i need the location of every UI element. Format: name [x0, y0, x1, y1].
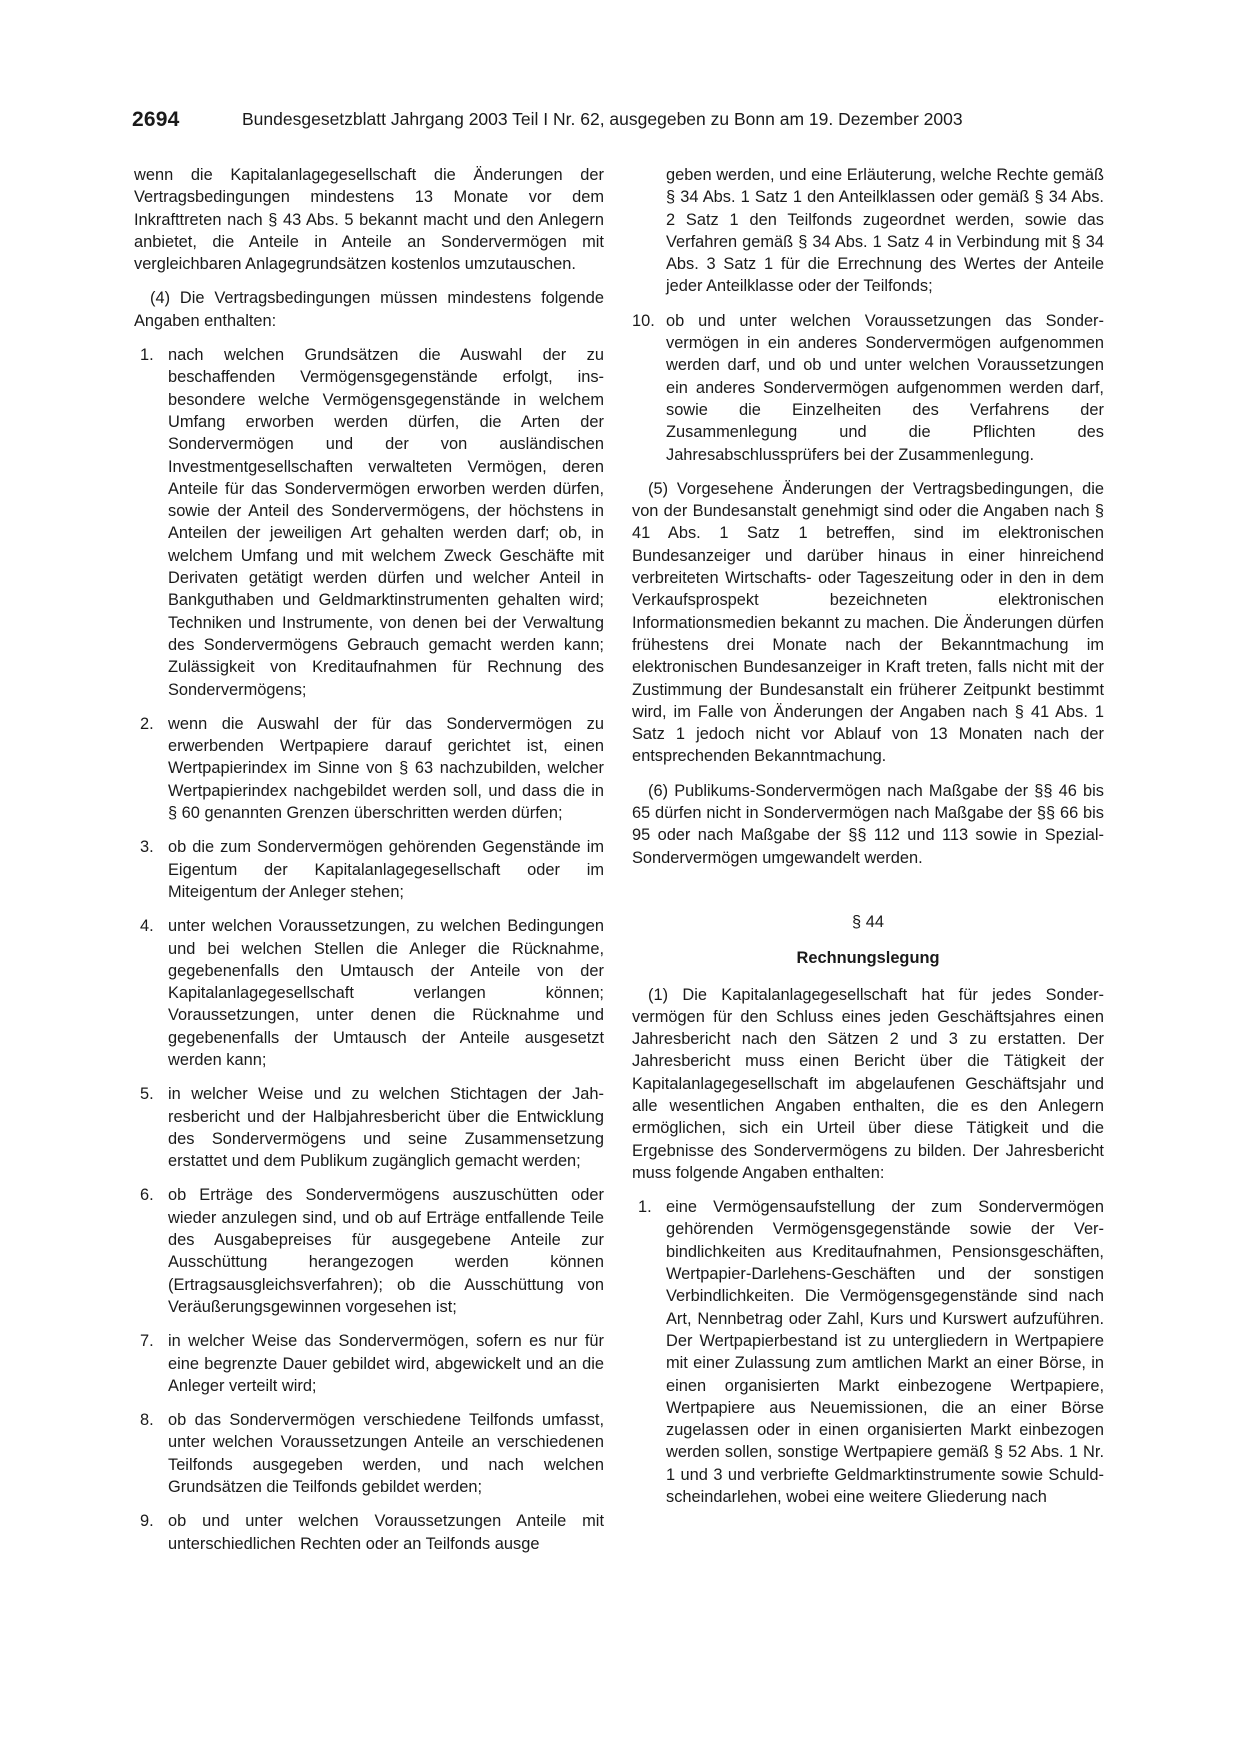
- list-item-text: eine Vermögensaufstellung der zum Sondervermögen gehörenden Vermögensgegenstände sowie der Verbindlichkeiten aus Kreditaufnahmen, Pensionsgeschäften, Wertpapier-Darlehens-Geschäften und der sonstigen Verbindlichkeiten. Die Vermögensgegenstände sind nach Art, Nennbetrag oder Zahl, Kurs und Kurswert aufzuführen. Der Wertpapierbestand ist zu untergliedern in Wertpapiere mit einer Zulassung zum amtlichen Markt an einer Börse, in einen organisierten Markt einbezogene Wertpapiere, Wertpapiere aus Neuemissionen, die an einer Börse zugelassen oder in einen organisierten Markt einbezogen werden sollen, sonstige Wertpapiere gemäß § 52 Abs. 1 Nr. 1 und 3 und verbriefte Geldmarktinstrumente sowie Schuldscheindarlehen, wobei eine weitere Gliederung nach: [666, 1198, 1104, 1507]
- section-title: Rechnungslegung: [796, 949, 940, 968]
- section-44-paragraph-1: (1) Die Kapitalanlagegesellschaft hat für jedes Sondervermögen für den Schluss eines jeden Geschäftsjahres einen Jahresbericht nach den Sätzen 2 und 3 zu erstatten. Der Jahresbericht muss einen Bericht über die Tätigkeit der Kapitalanlagegesellschaft im abgelaufenen Geschäftsjahr und alle wesentlichen Angaben enthalten, die es den Anlegern ermöglichen, sich ein Urteil über diese Tätigkeit und die Ergebnisse des Sondervermögens zu bilden. Der Jahresbericht muss folgende Angaben enthalten:: [632, 985, 1104, 1182]
- list-item-text: nach welchen Grundsätzen die Auswahl der zu beschaffenden Vermögensgegenstände erfolgt, insbesondere welche Vermögensgegenstände in welchem Umfang erworben werden dürfen, die Arten der Sondervermögen und der von ausländischen Investmentgesellschaften verwalteten Vermögen, deren Anteile für das Sondervermögen erworben werden dürfen, sowie der Anteil des Sondervermögens, der höchstens in Anteilen der jeweiligen Art gehalten werden darf; ob, in welchem Umfang und mit welchem Zweck Geschäfte mit Derivaten getätigt werden dürfen und welcher Anteil in Bankguthaben und Geldmarktinstrumenten gehalten wird; Techniken und Instrumente, von denen bei der Verwaltung des Sondervermögens Gebrauch gemacht werden kann; Zulässigkeit von Kreditaufnahmen für Rechnung des Sondervermögens;: [168, 346, 604, 699]
- page-number: 2694: [132, 108, 180, 131]
- list-item: [134, 836, 604, 903]
- list-item-text: in welcher Weise und zu welchen Stichtagen der Jahresbericht und der Halbjahresbericht über die Entwicklung des Sondervermögens und seine Zusammensetzung erstattet und dem Publikum zugänglich gemacht werden;: [168, 1085, 604, 1171]
- list-item-text: ob das Sondervermögen verschiedene Teilfonds umfasst, unter welchen Voraussetzungen Anteile an verschiedenen Teilfonds ausgegeben werden, und nach welchen Grundsätzen die Teilfonds gebildet werden;: [168, 1411, 604, 1497]
- paragraph-6: (6) Publikums-Sondervermögen nach Maßgabe der §§ 46 bis 65 dürfen nicht in Sondervermögen nach Maßgabe der §§ 66 bis 95 oder nach Maßgabe der §§ 112 und 113 sowie in Spezial-Sondervermögen umgewandelt werden.: [632, 781, 1104, 867]
- list-item-number: 1.: [140, 346, 154, 365]
- left-column: [134, 164, 604, 1555]
- list-item-number: 10.: [632, 311, 655, 330]
- right-column: [632, 164, 1104, 1508]
- list-item-continuation: [632, 164, 1104, 298]
- list-item-text: unter welchen Voraussetzungen, zu welchen Bedingungen und bei welchen Stellen die Anleger die Rücknahme, gegebenenfalls den Umtausch der Anteile von der Kapitalanlagegesellschaft verlangen können; Voraussetzungen, unter denen die Rücknahme und gegebenenfalls der Umtausch der Anteile ausgesetzt werden kann;: [168, 917, 604, 1069]
- list-item-text: ob die zum Sondervermögen gehörenden Gegenstände im Eigentum der Kapitalanlagegesellschaft oder im Miteigentum der Anleger stehen;: [168, 838, 604, 901]
- paragraph-4: (4) Die Vertragsbedingungen müssen mindestens folgende Angaben enthalten:: [134, 289, 604, 330]
- list-item: [134, 1409, 604, 1498]
- list-item-text: in welcher Weise das Sondervermögen, sofern es nur für eine begrenzte Dauer gebildet wird, abgewickelt und an die Anleger verteilt wird;: [168, 1332, 604, 1395]
- list-item: [134, 344, 604, 701]
- list-item: [134, 915, 604, 1071]
- list-item-number: 8.: [140, 1411, 154, 1430]
- list-item: [134, 1510, 604, 1555]
- list-item: [134, 1184, 604, 1318]
- list-item-number: 4.: [140, 917, 154, 936]
- list-item: [134, 1083, 604, 1172]
- list-item: [134, 713, 604, 824]
- list-item-number: 1.: [638, 1198, 652, 1217]
- list-item-number: 9.: [140, 1512, 154, 1531]
- list-item-number: 5.: [140, 1085, 154, 1104]
- list-item-text: ob Erträge des Sondervermögens auszuschütten oder wieder anzulegen sind, und ob auf Erträge entfallende Teile des Ausgabepreises für ausgegebene Anteile zur Ausschüttung herangezogen werden können (Ertragsausgleichsverfahren); ob die Ausschüttung von Veräußerungsgewinnen vorgesehen ist;: [168, 1186, 604, 1316]
- list-item-text: geben werden, und eine Erläuterung, welche Rechte gemäß § 34 Abs. 1 Satz 1 den Anteilklassen oder gemäß § 34 Abs. 2 Satz 1 den Teilfonds zugeordnet werden, sowie das Verfahren gemäß § 34 Abs. 1 Satz 4 in Verbindung mit § 34 Abs. 3 Satz 1 für die Errechnung des Wertes der Anteile jeder Anteilklasse oder der Teilfonds;: [666, 166, 1104, 296]
- list-item: [632, 1196, 1104, 1508]
- gazette-title: Bundesgesetzblatt Jahrgang 2003 Teil I Nr. 62, ausgegeben zu Bonn am 19. Dezember 2003: [242, 109, 963, 129]
- list-item-number: 3.: [140, 838, 154, 857]
- list-item-text: ob und unter welchen Voraussetzungen Anteile mit unterschiedlichen Rechten oder an Teilfonds ausge: [168, 1512, 604, 1553]
- list-item-number: 6.: [140, 1186, 154, 1205]
- page-header: [132, 108, 1112, 138]
- list-item: [134, 1330, 604, 1397]
- paragraph-5: (5) Vorgesehene Änderungen der Vertragsbedingungen, die von der Bundesanstalt genehmigt sind oder die Angaben nach § 41 Abs. 1 Satz 1 betreffen, sind im elektronischen Bundesanzeiger und darüber hinaus in einer hinreichend verbreiteten Wirtschafts- oder Tageszeitung oder in den in dem Verkaufsprospekt bezeichneten elektronischen Informationsmedien bekannt zu machen. Die Änderungen dürfen frühestens drei Monate nach der Bekanntmachung im elektronischen Bundesanzeiger in Kraft treten, falls nicht mit der Zustimmung der Bundesanstalt ein früherer Zeitpunkt bestimmt wird, im Falle von Änderungen der Angaben nach § 41 Abs. 1 Satz 1 jedoch nicht vor Ablauf von 13 Monaten nach der entsprechenden Bekanntmachung.: [632, 479, 1104, 766]
- section-number: § 44: [852, 912, 884, 931]
- list-item-number: 7.: [140, 1332, 154, 1351]
- list-item-number: 2.: [140, 714, 154, 733]
- list-item: [632, 310, 1104, 466]
- intro-paragraph: wenn die Kapitalanlagegesellschaft die Änderungen der Vertragsbedingungen mindestens 13 Monate vor dem Inkrafttreten nach § 43 Abs. 5 bekannt macht und den Anlegern anbietet, die Anteile in Anteile an Sondervermögen mit vergleichbaren Anlagegrundsätzen kostenlos umzutauschen.: [134, 166, 604, 274]
- list-item-text: wenn die Auswahl der für das Sondervermögen zu erwerbenden Wertpapiere darauf gerichtet ist, einen Wertpapierindex im Sinne von § 63 nachzubilden, welcher Wertpapierindex nachgebildet werden soll, und dass die in § 60 genannten Grenzen überschritten werden dürfen;: [168, 714, 604, 823]
- list-item-text: ob und unter welchen Voraussetzungen das Sondervermögen in ein anderes Sondervermögen aufgenommen werden darf, und ob und unter welchen Voraussetzungen ein anderes Sondervermögen aufgenommen werden darf, sowie die Einzelheiten des Verfahrens der Zusammenlegung und die Pflichten des Jahresabschlussprüfers bei der Zusammenlegung.: [666, 311, 1104, 464]
